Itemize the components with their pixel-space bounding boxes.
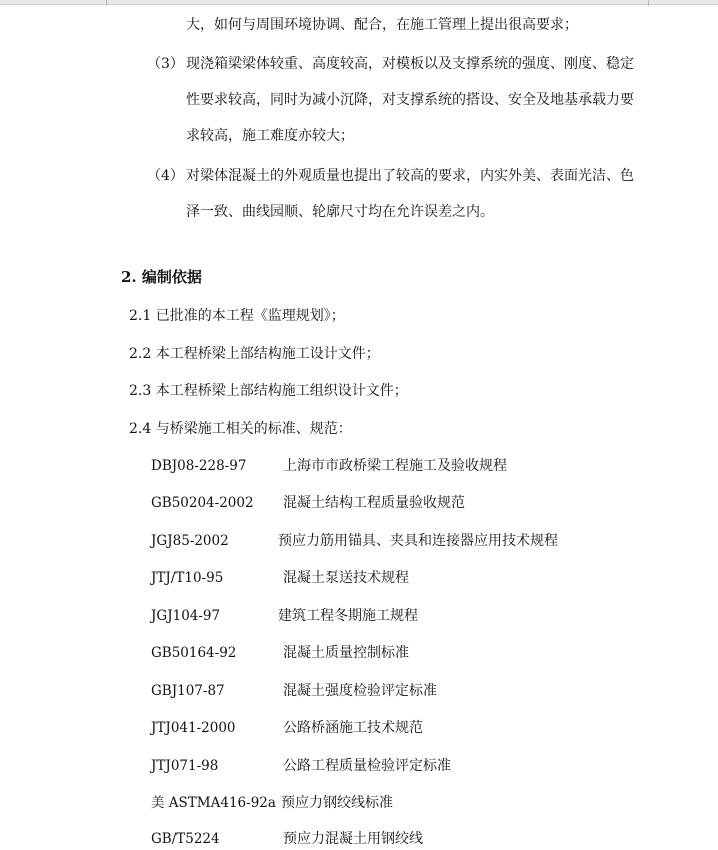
standard-title: 混凝土结构工程质量验收规范 [283,495,465,511]
standard-title: 上海市市政桥梁工程施工及验收规程 [283,458,507,474]
standard-title: 预应力钢绞线标准 [281,795,393,811]
standard-code: JGJ104-97 [151,608,221,624]
item-number: （3） [147,56,184,72]
paragraph-line: 现浇箱梁梁体较重、高度较高，对模板以及支撑系统的强度、刚度、稳定 [186,56,634,72]
standard-code: JTJ071-98 [151,758,219,774]
standard-title: 混凝土强度检验评定标准 [283,683,437,699]
paragraph-line: 泽一致、曲线园顺、轮廓尺寸均在允许误差之内。 [186,204,494,220]
standard-title: 公路工程质量检验评定标准 [283,758,451,774]
subsection-item: 2.4 与桥梁施工相关的标准、规范： [129,421,352,437]
standard-code: JGJ85-2002 [151,533,229,549]
standard-code: GB50164-92 [151,645,237,661]
page-top-edge [0,0,718,5]
standard-code: JTJ041-2000 [151,720,236,736]
standard-code: GB50204-2002 [151,495,254,511]
section-heading: 2. 编制依据 [121,268,202,286]
paragraph-line: 求较高，施工难度亦较大； [186,128,354,144]
standard-code: GB/T5224 [151,831,220,847]
standard-code: GBJ107-87 [151,683,225,699]
paragraph-line: 性要求较高，同时为减小沉降，对支撑系统的搭设、安全及地基承载力要 [186,92,634,108]
margin-corner-mark-right [648,0,667,6]
paragraph-line: 对梁体混凝土的外观质量也提出了较高的要求，内实外美、表面光洁、色 [186,168,634,184]
paragraph-line: 大，如何与周围环境协调、配合，在施工管理上提出很高要求； [186,17,578,33]
item-number: （4） [147,168,184,184]
standard-code: DBJ08-228-97 [151,458,247,474]
standard-title: 混凝土泵送技术规程 [283,570,409,586]
subsection-item: 2.3 本工程桥梁上部结构施工组织设计文件； [129,383,408,399]
standard-title: 预应力筋用锚具、夹具和连接器应用技术规程 [278,533,558,549]
standard-title: 建筑工程冬期施工规程 [278,608,418,624]
standard-title: 混凝土质量控制标准 [283,645,409,661]
standard-code: JTJ/T10-95 [151,570,224,586]
standard-title: 预应力混凝土用钢绞线 [283,831,423,847]
subsection-item: 2.1 已批准的本工程《监理规划》； [129,308,345,324]
margin-corner-mark-left [88,0,107,6]
standard-code: 美 ASTMA416-92a [151,795,276,811]
subsection-item: 2.2 本工程桥梁上部结构施工设计文件； [129,346,380,362]
standard-title: 公路桥涵施工技术规范 [283,720,423,736]
